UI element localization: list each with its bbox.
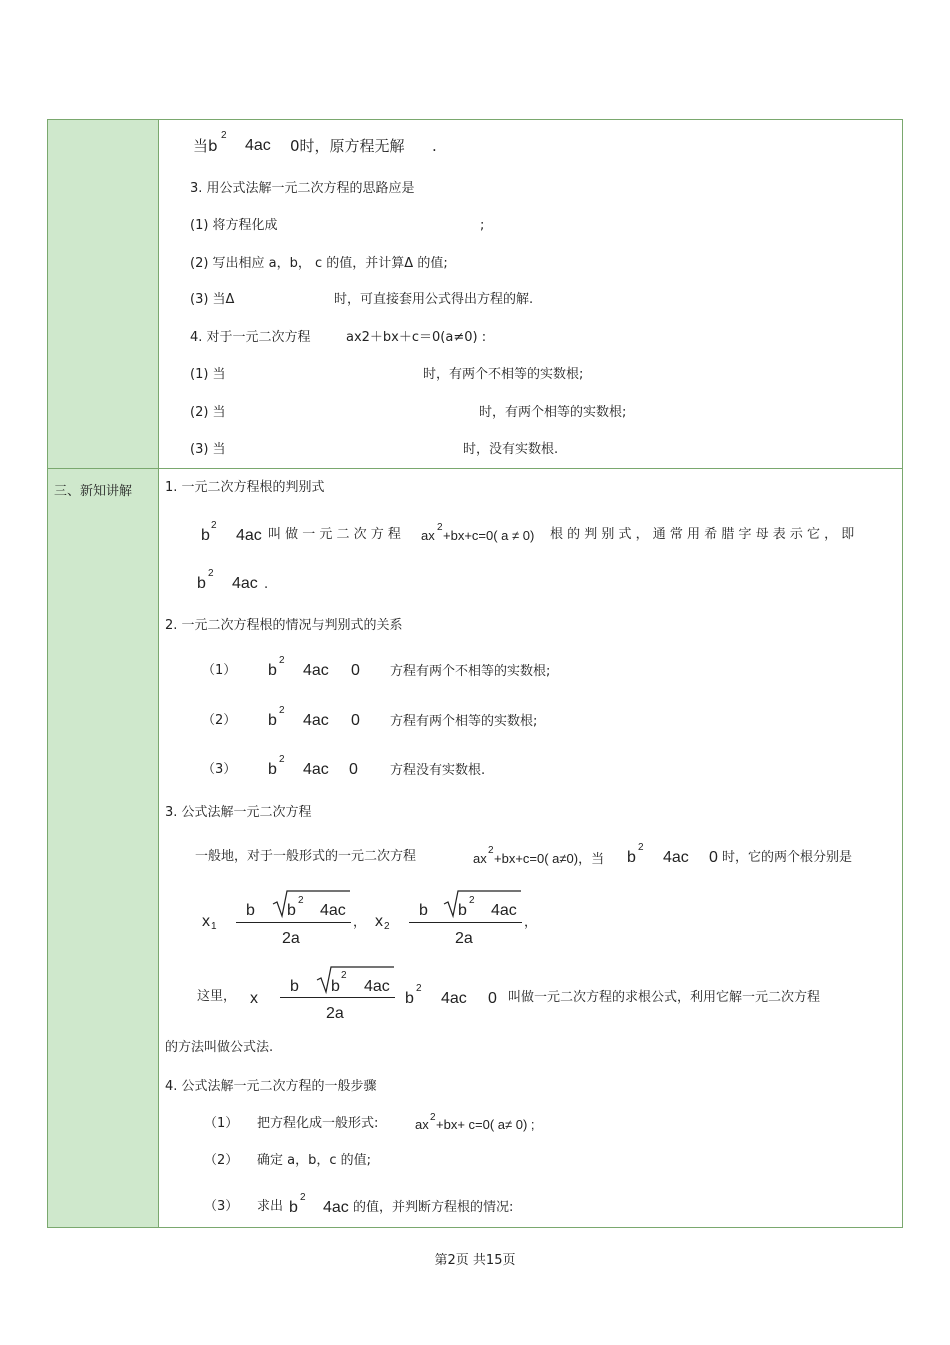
- num-b2: b: [287, 902, 296, 919]
- sub: 2: [384, 921, 390, 932]
- comma: ，: [353, 915, 367, 930]
- zero: 0: [351, 662, 360, 679]
- expr-4ac: 4ac: [303, 662, 329, 679]
- num-b2: b: [458, 902, 467, 919]
- s3-title: 3. 公式法解一元二次方程: [165, 805, 312, 820]
- item4-1-end: 时，有两个不相等的实数根;: [423, 367, 584, 382]
- item4-3: (3) 当: [190, 442, 226, 457]
- dot: .: [264, 577, 269, 592]
- formula-text: 叫做一元二次方程的求根公式，利用它解一元二次方程: [508, 990, 821, 1005]
- expr-4ac: 4ac: [323, 1199, 349, 1216]
- b: b: [268, 662, 277, 679]
- denominator: 2a: [455, 930, 473, 947]
- s1-text-b: 根 的 判 别 式 ， 通 常 用 希 腊 字 母 表 示 它 ， 即: [550, 527, 855, 542]
- item3-2: (2) 写出相应 a，b， c 的值，并计算Δ 的值;: [190, 256, 448, 271]
- zero: 0: [488, 990, 497, 1007]
- s4-eq-a: ax: [415, 1117, 429, 1132]
- s4-eq-b: +bx+ c=0( a≠ 0) ;: [436, 1117, 535, 1132]
- row-divider: [48, 468, 902, 469]
- item4-2: (2) 当: [190, 405, 226, 420]
- item4-2-end: 时，有两个相等的实数根;: [479, 405, 627, 420]
- exp: 2: [300, 1192, 306, 1203]
- exp: 2: [469, 895, 475, 906]
- b: b: [627, 849, 636, 866]
- b: b: [197, 575, 206, 592]
- s2-item-num: （2）: [202, 713, 237, 728]
- x1-label: x: [202, 913, 210, 930]
- exp: 2: [279, 655, 285, 666]
- item3-1: (1) 将方程化成: [190, 218, 278, 233]
- expr-4ac: 4ac: [245, 137, 271, 154]
- exp: 2: [416, 983, 422, 994]
- s3-intro: 一般地，对于一般形式的一元二次方程: [195, 849, 417, 864]
- expr-4ac: 4ac: [303, 712, 329, 729]
- num-b2: b: [331, 978, 340, 995]
- exp: 2: [298, 895, 304, 906]
- num-4ac: 4ac: [491, 902, 517, 919]
- exp: 2: [279, 754, 285, 765]
- denominator: 2a: [282, 930, 300, 947]
- s2-title: 2. 一元二次方程根的情况与判别式的关系: [165, 618, 403, 633]
- s3-intro-end: 时，它的两个根分别是: [722, 850, 853, 865]
- page-footer: 第2页 共15页: [434, 1253, 516, 1268]
- s4-step-text: 求出: [257, 1199, 284, 1214]
- here-label: 这里，: [197, 989, 237, 1004]
- zero: 0: [709, 849, 718, 866]
- b: b: [405, 990, 414, 1007]
- exp: 2: [221, 130, 227, 141]
- denominator: 2a: [326, 1005, 344, 1022]
- expr-4ac: 4ac: [303, 761, 329, 778]
- fraction-bar: [409, 922, 522, 923]
- s1-eq-a: ax: [421, 528, 435, 543]
- sub: 1: [211, 921, 217, 932]
- item3-3: (3) 当Δ: [190, 292, 235, 307]
- b: b: [268, 712, 277, 729]
- num-b: b: [246, 902, 255, 919]
- expr-4ac: 4ac: [232, 575, 258, 592]
- s2-item-num: （1）: [202, 663, 237, 678]
- no-solution-end: 0时，原方程无解: [290, 137, 405, 155]
- zero: 0: [351, 712, 360, 729]
- s4-step-num: （1）: [204, 1116, 239, 1131]
- comma: ，: [524, 915, 538, 930]
- num-b: b: [290, 978, 299, 995]
- section-label: 三、新知讲解: [54, 484, 133, 499]
- num-4ac: 4ac: [320, 902, 346, 919]
- exp: 2: [488, 845, 494, 856]
- dot: .: [432, 137, 437, 155]
- expr-4ac: 4ac: [441, 990, 467, 1007]
- s3-eq-b: +bx+c=0( a≠0)，当: [494, 851, 605, 866]
- exp: 2: [430, 1112, 436, 1123]
- s2-item-text: 方程有两个相等的实数根;: [390, 714, 538, 729]
- fraction-bar: [280, 997, 395, 998]
- s2-item-num: （3）: [202, 762, 237, 777]
- label-column: [48, 120, 159, 1227]
- exp: 2: [437, 522, 443, 533]
- s1-title: 1. 一元二次方程根的判别式: [165, 480, 325, 495]
- b: b: [268, 761, 277, 778]
- item3-1-end: ;: [480, 218, 485, 233]
- b: b: [289, 1199, 298, 1216]
- x-label: x: [250, 990, 258, 1007]
- exp: 2: [208, 568, 214, 579]
- exp: 2: [341, 970, 347, 981]
- s4-step-num: （3）: [204, 1199, 239, 1214]
- s4-title: 4. 公式法解一元二次方程的一般步骤: [165, 1079, 377, 1094]
- exp: 2: [638, 842, 644, 853]
- item4-title: 4. 对于一元二次方程: [190, 330, 311, 345]
- exp: 2: [211, 520, 217, 531]
- s4-step-text: 确定 a，b，c 的值;: [257, 1153, 372, 1168]
- zero: 0: [349, 761, 358, 778]
- x2-label: x: [375, 913, 383, 930]
- item4-eq: ax2＋bx＋c＝0(a≠0) :: [346, 330, 487, 345]
- expr-4ac: 4ac: [663, 849, 689, 866]
- s4-step-text: 把方程化成一般形式:: [257, 1116, 379, 1131]
- b: b: [201, 527, 210, 544]
- s1-eq-b: +bx+c=0( a ≠ 0): [443, 528, 535, 543]
- item3-3-end: 时，可直接套用公式得出方程的解.: [334, 292, 534, 307]
- s4-step3-end: 的值，并判断方程根的情况:: [353, 1200, 514, 1215]
- num-b: b: [419, 902, 428, 919]
- exp: 2: [279, 705, 285, 716]
- s2-item-text: 方程没有实数根.: [390, 763, 486, 778]
- s3-eq-a: ax: [473, 851, 487, 866]
- s4-step-num: （2）: [204, 1153, 239, 1168]
- item4-1: (1) 当: [190, 367, 226, 382]
- num-4ac: 4ac: [364, 978, 390, 995]
- formula-text2: 的方法叫做公式法.: [165, 1040, 274, 1055]
- expr-4ac: 4ac: [236, 527, 262, 544]
- s1-text-a: 叫 做 一 元 二 次 方 程: [268, 527, 401, 542]
- item4-3-end: 时，没有实数根.: [463, 442, 559, 457]
- fraction-bar: [236, 922, 351, 923]
- s2-item-text: 方程有两个不相等的实数根;: [390, 664, 551, 679]
- no-solution-prefix: 当b: [193, 137, 218, 155]
- item3-title: 3. 用公式法解一元二次方程的思路应是: [190, 181, 415, 196]
